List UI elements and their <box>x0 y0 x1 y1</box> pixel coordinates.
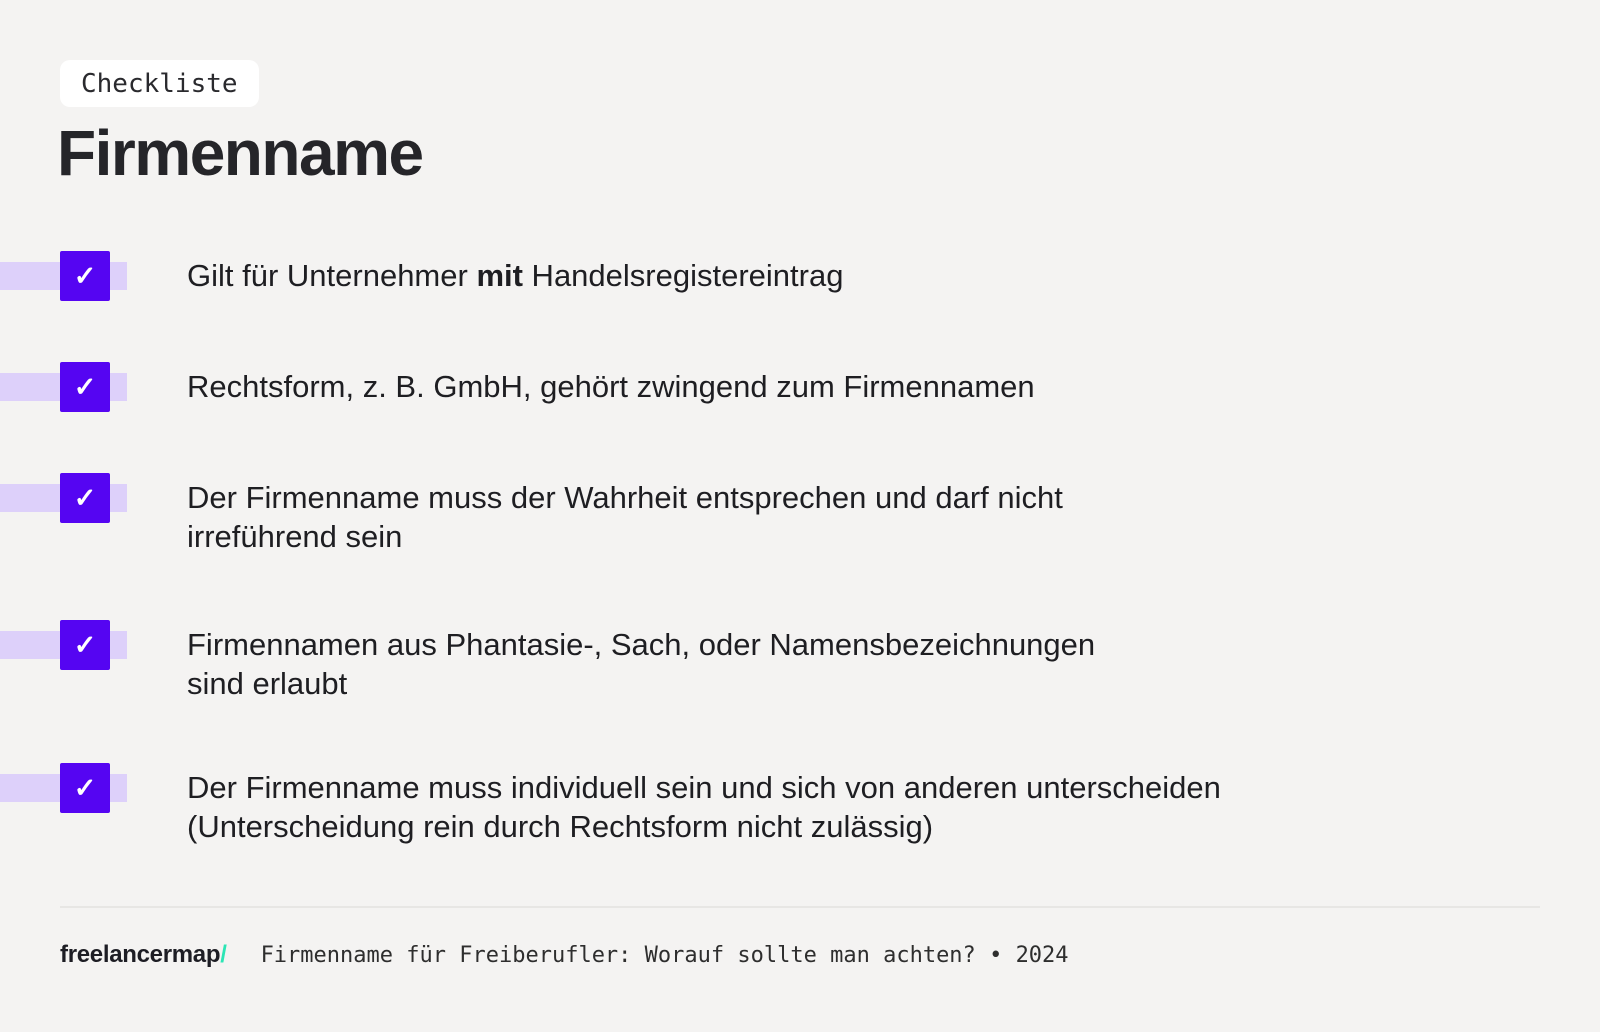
checklist-item-text <box>187 256 843 295</box>
check-icon: ✓ <box>73 260 97 291</box>
source-title: Firmenname für Freiberufler: Worauf sollte man achten? <box>260 943 976 968</box>
checklist-item <box>0 620 1600 701</box>
checklist-item <box>0 362 1600 412</box>
check-icon: ✓ <box>73 371 97 402</box>
logo-wordmark: freelancermap <box>60 941 221 968</box>
item-text-line: Rechtsform, z. B. GmbH, gehört zwingend zum Firmennamen <box>187 369 1035 404</box>
check-icon: ✓ <box>73 629 97 660</box>
checked-checkbox <box>60 473 110 523</box>
checklist-item <box>0 763 1600 844</box>
checked-checkbox <box>60 362 110 412</box>
item-text-line: (Unterscheidung rein durch Rechtsform nicht zulässig) <box>187 809 934 844</box>
checklist-item <box>0 473 1600 554</box>
logo-slash-icon: / <box>220 941 227 968</box>
footer-divider <box>60 906 1540 908</box>
badge-label: Checkliste <box>81 68 238 99</box>
checklist-item-text <box>187 478 1063 556</box>
item-text-line: irreführend sein <box>187 519 403 554</box>
item-text-segment: Gilt für Unternehmer <box>187 258 477 293</box>
source-separator: • <box>989 943 1003 968</box>
item-text-line: Der Firmenname muss individuell sein und sich von anderen unterscheiden <box>187 770 1221 805</box>
check-icon: ✓ <box>73 772 97 803</box>
checked-checkbox <box>60 620 110 670</box>
checklist-item <box>0 251 1600 301</box>
item-text-segment: Handelsregistereintrag <box>522 258 844 293</box>
item-text-bold-segment: mit <box>476 258 523 293</box>
item-text-line: Firmennamen aus Phantasie-, Sach, oder Namensbezeichnungen <box>187 627 1096 662</box>
checked-checkbox <box>60 763 110 813</box>
source-year: 2024 <box>1015 943 1069 968</box>
check-icon: ✓ <box>73 482 97 513</box>
item-text-line: Der Firmenname muss der Wahrheit entsprechen und darf nicht <box>187 480 1063 515</box>
footer <box>60 941 1069 969</box>
freelancermap-logo <box>60 941 227 969</box>
checked-checkbox <box>60 251 110 301</box>
checkliste-badge <box>60 60 259 107</box>
checklist-item-text <box>187 367 1035 406</box>
source-attribution <box>261 943 1069 968</box>
item-text-line: sind erlaubt <box>187 666 348 701</box>
page-title: Firmenname <box>57 117 423 189</box>
checklist-item-text <box>187 768 1221 846</box>
checklist-item-text <box>187 625 1095 703</box>
